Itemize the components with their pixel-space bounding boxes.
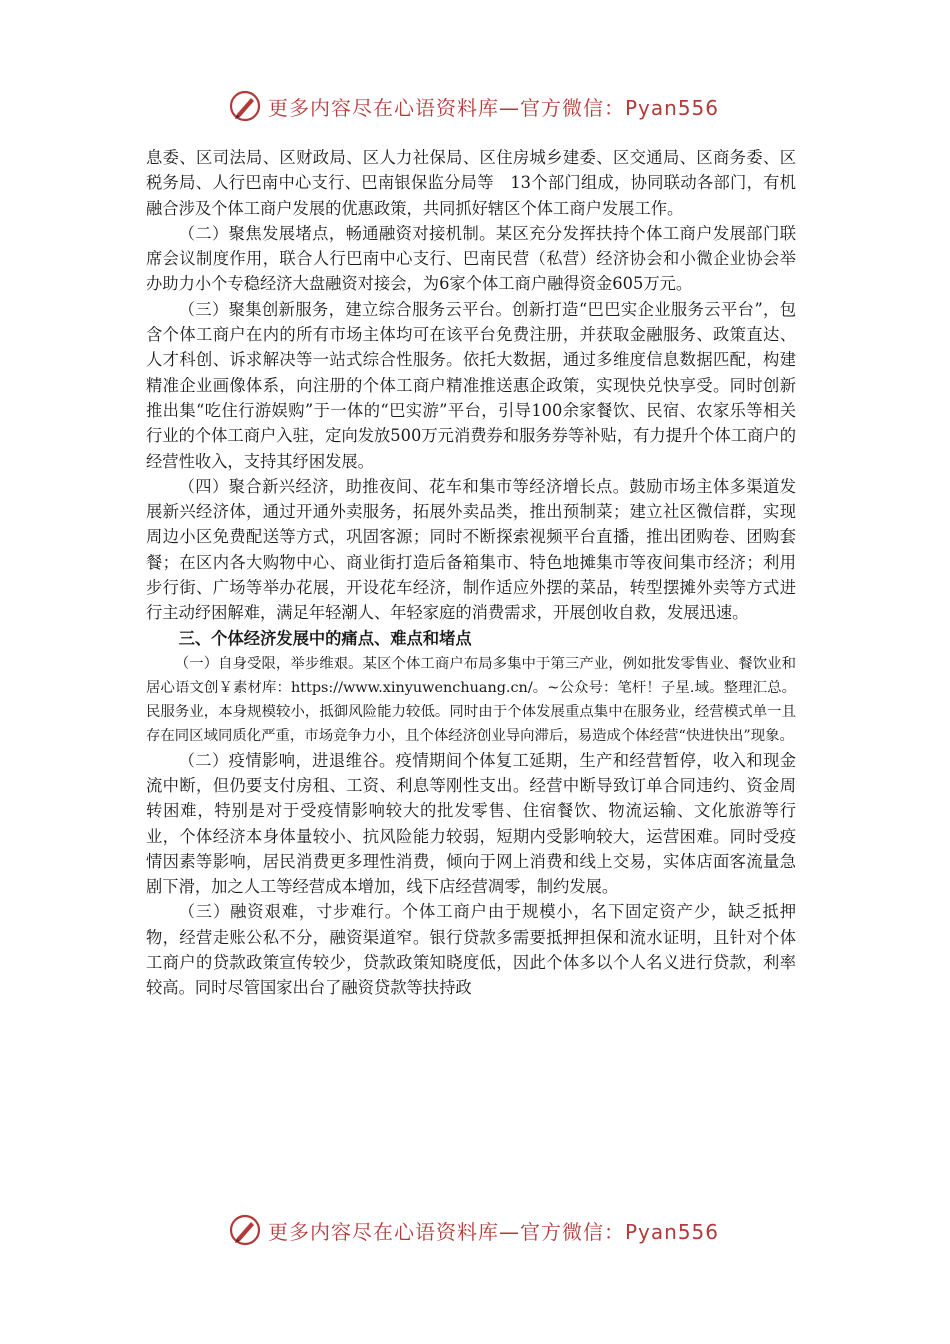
paragraph: （三）聚集创新服务，建立综合服务云平台。创新打造“巴巴实企业服务云平台”，包含个体工商户在内的所有市场主体均可在该平台免费注册，并获取金融服务、政策直达、人才科创、诉求解决等一站式综合性服务。依托大数据，通过多维度信息数据匹配，构建精准企业画像体系，向注册的个体工商户精准推送惠企政策，实现快兑快享受。同时创新推出集“吃住行游娱购”于一体的“巴实游”平台，引导100余家餐饮、民宿、农家乐等相关行业的个体工商户入驻，定向发放500万元消费券和服务券等补贴，有力提升个体工商户的经营性收入，支持其纾困发展。: [146, 299, 796, 471]
paragraph: （二）疫情影响，进退维谷。疫情期间个体复工延期，生产和经营暂停，收入和现金流中断，但仍要支付房租、工资、利息等刚性支出。经营中断导致订单合同违约、资金周转困难，特别是对于受疫情影响较大的批发零售、住宿餐饮、物流运输、文化旅游等行业，个体经济本身体量较小、抗风险能力较弱，短期内受影响较大，运营困难。同时受疫情因素等影响，居民消费更多理性消费，倾向于网上消费和线上交易，实体店面客流量急剧下滑，加之人工等经营成本增加，线下店经营凋零，制约发展。: [146, 750, 796, 897]
header-banner: [228, 86, 719, 126]
pen-logo-icon: [228, 89, 262, 123]
banner-text: 更多内容尽在心语资料库—官方微信：Pyan556: [268, 95, 720, 120]
section-heading: 三、个体经济发展中的痛点、难点和堵点: [178, 628, 472, 648]
paragraph: （三）融资艰难，寸步难行。个体工商户由于规模小，名下固定资产少，缺乏抵押物，经营走账公私不分，融资渠道窄。银行贷款多需要抵押担保和流水证明，且针对个体工商户的贷款政策宣传较少，贷款政策知晓度低，因此个体多以个人名义进行贷款，利率较高。同时尽管国家出台了融资贷款等扶持政: [146, 902, 796, 998]
pen-logo-icon: [228, 1213, 262, 1247]
paragraph: （一）自身受限，举步维艰。某区个体工商户布局多集中于第三产业，例如批发零售业、餐饮业和居心语文创￥素材库：https://www.xinyuwenchuang.cn/。~公众号：笔杆！子星.域。整理汇总。民服务业，本身规模较小，抵御风险能力较低。同时由于个体发展重点集中在服务业，经营模式单一且存在同区域同质化严重，市场竞争力小，且个体经济创业导向滞后，易造成个体经营“快进快出”现象。: [146, 655, 796, 744]
paragraph: （四）聚合新兴经济，助推夜间、花车和集市等经济增长点。鼓励市场主体多渠道发展新兴经济体，通过开通外卖服务，拓展外卖品类，推出预制菜；建立社区微信群，实现周边小区免费配送等方式，巩固客源；同时不断探索视频平台直播，推出团购卷、团购套餐；在区内各大购物中心、商业街打造后备箱集市、特色地摊集市等夜间集市经济；利用步行街、广场等举办花展，开设花车经济，制作适应外摆的菜品，转型摆摊外卖等方式进行主动纾困解难，满足年轻潮人、年轻家庭的消费需求，开展创收自救，发展迅速。: [146, 476, 796, 623]
paragraph: （二）聚焦发展堵点，畅通融资对接机制。某区充分发挥扶持个体工商户发展部门联席会议制度作用，联合人行巴南中心支行、巴南民营（私营）经济协会和小微企业协会举办助力小个专稳经济大盘融资对接会，为6家个体工商户融得资金605万元。: [146, 223, 796, 294]
banner-text: 更多内容尽在心语资料库—官方微信：Pyan556: [268, 1219, 720, 1244]
document-body: [146, 145, 796, 1001]
footer-banner: [228, 1210, 719, 1250]
paragraph: 息委、区司法局、区财政局、区人力社保局、区住房城乡建委、区交通局、区商务委、区税务局、人行巴南中心支行、巴南银保监分局等 13个部门组成，协同联动各部门，有机融合涉及个体工商户发展的优惠政策，共同抓好辖区个体工商户发展工作。: [146, 148, 796, 218]
